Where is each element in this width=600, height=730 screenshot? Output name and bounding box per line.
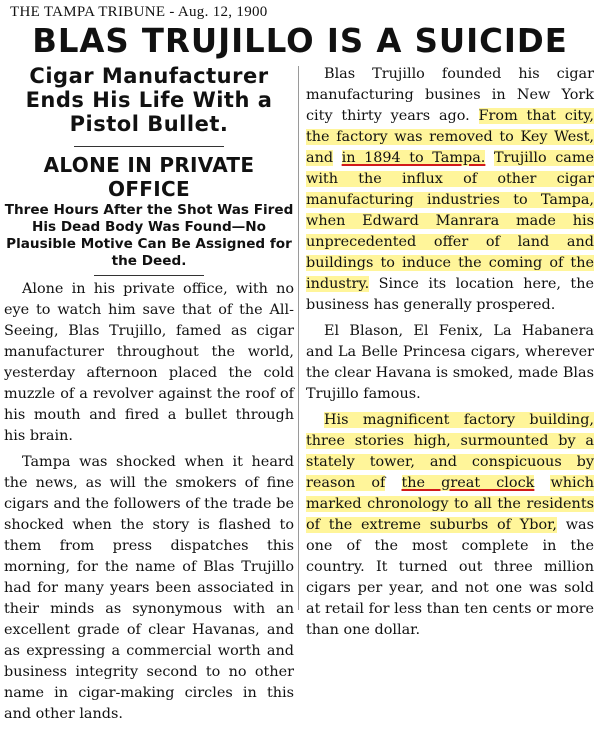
paragraph: Tampa was shocked when it heard the news, as will the smokers of fine cigars and the followers of the trade be shocked when the story is flashed to them from press dispatches this morning, for the name of Blas Trujillo had for many years been associated in their minds as synonymous with an excellent grade of clear Havanas, and as expressing a commercial worth and business integrity second to no other name in cigar-making circles in this and other lands. [4, 454, 294, 722]
headline: BLAS TRUJILLO IS A SUICIDE [32, 21, 568, 60]
masthead: THE TAMPA TRIBUNE - Aug. 12, 1900 [10, 4, 268, 20]
deck: Three Hours After the Shot Was Fired His Dead Body Was Found—No Plausible Motive Can Be Assigned for the Deed. [4, 202, 294, 269]
paragraph-factory [306, 410, 594, 641]
text-span: was one of the most complete in the country. It turned out three million cigars per year, and not one was sold at retail for less than ten cents or more than one dollar. [306, 517, 595, 638]
left-column [4, 64, 294, 730]
right-column [306, 64, 594, 646]
highlighted-text: Trujillo came with the influx of other cigar manufacturing industries to Tampa, when Edward Manrara made his unprecedented offer of land and buildings to induce the coming of the industry. [306, 150, 595, 292]
highlighted-text: His magnificent factory building, three stories high, surmounted by a stately tower, and conspicuous by reason of [306, 412, 594, 491]
section-head: ALONE IN PRIVATE OFFICE [43, 153, 255, 201]
underlined-highlighted-text: in 1894 to Tampa. [341, 150, 486, 166]
paragraph-brands: El Blason, El Fenix, La Habanera and La Belle Princesa cigars, wherever the clear Havana is smoked, made Blas Trujillo famous. [306, 323, 594, 402]
rule-divider [74, 146, 224, 147]
paragraph: Alone in his private office, with no eye to watch him save that of the All-Seeing, Blas Trujillo, famed as cigar manufacturer throughout the world, yesterday afternoon placed the cold muzzle of a revolver against the roof of his mouth and fired a bullet through his brain. [4, 281, 294, 444]
column-divider [298, 66, 299, 610]
text-span: Since its location here, the business has generally prospered. [306, 276, 594, 313]
text-span: Blas Trujillo founded his cigar manufacturing busines in New York city thirty years ago. [306, 66, 594, 124]
underlined-highlighted-text: the great clock [401, 475, 535, 491]
subhead: Cigar Manufacturer Ends His Life With a Pistol Bullet. [25, 64, 273, 136]
rule-divider-short [94, 275, 204, 276]
highlighted-text: From that city, the factory was removed to Key West, and [306, 108, 594, 166]
highlighted-text: which marked chronology to all the residents of the extreme suburbs of Ybor, [306, 475, 594, 533]
paragraph-founding [306, 64, 594, 316]
